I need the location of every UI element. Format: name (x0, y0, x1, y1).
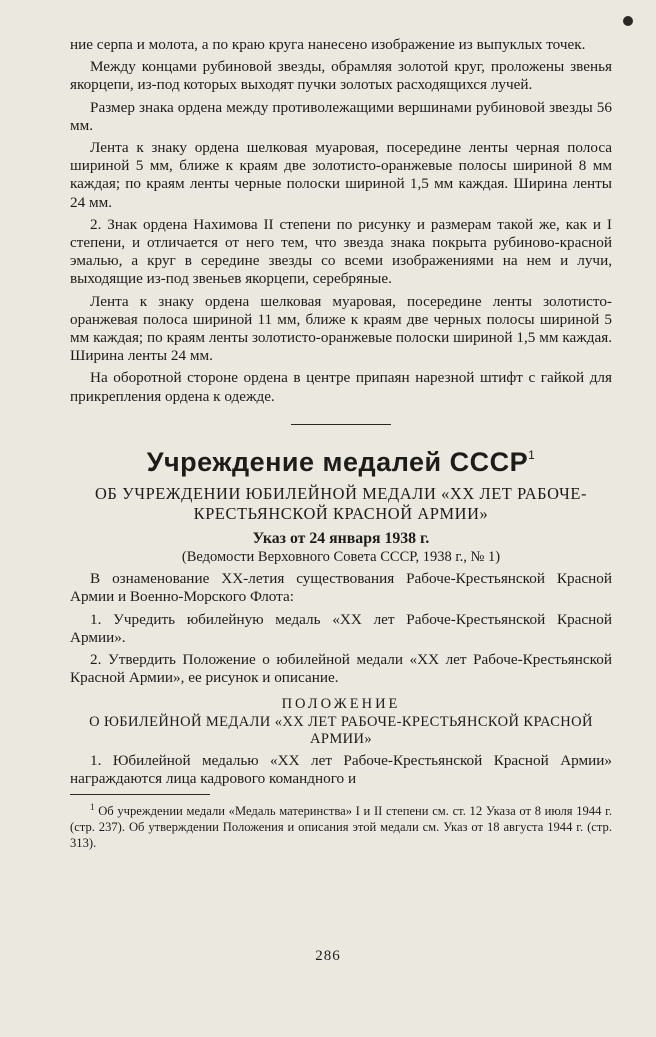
section-divider (291, 424, 391, 425)
footnote-mark: 1 (90, 802, 95, 813)
ink-dot-mark (623, 16, 633, 26)
footnote-text: Об учреждении медали «Медаль материнства» I и II степени см. ст. 12 Указа от 8 июля 1944 г. (стр. 237). Об утверждении Положения и описания этой медали см. Указ от 18 августа 1944 г. (стр. 313). (70, 804, 613, 851)
paragraph: Размер знака ордена между противолежащими вершинами рубиновой звезды 56 мм. (70, 98, 612, 134)
paragraph: 2. Утвердить Положение о юбилейной медали «XX лет Рабоче-Крестьянской Красной Армии», ее рисунок и описание. (70, 651, 612, 687)
decree-date: Указ от 24 января 1938 г. (252, 529, 430, 547)
paragraph: Лента к знаку ордена шелковая муаровая, посередине ленты черная полоса шириной 5 мм, ближе к краям две золотисто-оранжевые полосы шириной 8 мм каждая; по краям ленты черные полоски шириной 1,5 мм каждая. Ширина ленты 24 мм. (70, 139, 612, 211)
decree-title: ОБ УЧРЕЖДЕНИИ ЮБИЛЕЙНОЙ МЕДАЛИ «XX ЛЕТ РАБОЧЕ-КРЕСТЬЯНСКОЙ КРАСНОЙ АРМИИ» (94, 483, 588, 523)
page-number: 286 (315, 948, 341, 964)
paragraph: Лента к знаку ордена шелковая муаровая, посередине ленты золотисто-оранжевая полоса шириной 11 мм, ближе к краям две черных полосы шириной 5 мм каждая; по краям ленты золотисто-оранжевые полоски шириной 1,5 мм каждая. Ширина ленты 24 мм. (70, 292, 612, 365)
regulation-title: ПОЛОЖЕНИЕ (281, 696, 401, 713)
paragraph: Между концами рубиновой звезды, обрамляя золотой круг, проложены звенья якорцепи, из-под которых выходят пучки золотых расходящихся лучей. (70, 58, 612, 94)
footnote (70, 799, 612, 851)
paragraph: В ознаменование XX-летия существования Рабоче-Крестьянской Красной Армии и Военно-Морского Флота: (70, 570, 612, 606)
footnote-reference: 1 (528, 447, 536, 462)
regulation-subtitle: О ЮБИЛЕЙНОЙ МЕДАЛИ «XX ЛЕТ РАБОЧЕ-КРЕСТЬЯНСКОЙ КРАСНОЙ АРМИИ» (89, 713, 593, 747)
paragraph: 2. Знак ордена Нахимова II степени по рисунку и размерам такой же, как и I степени, и отличается от него тем, что звезда знака покрыта рубиново-красной эмалью, а круг в середине звезды со всеми изображениями на нем и лучи, выходящие из-под звеньев якорцепи, серебряные. (70, 215, 612, 288)
section-title-text: Учреждение медалей СССР (146, 446, 529, 477)
section-title (70, 439, 612, 478)
page-content (70, 36, 612, 851)
decree-source: (Ведомости Верховного Совета СССР, 1938 г., № 1) (181, 549, 501, 566)
footnote-rule (70, 794, 210, 795)
paragraph: На оборотной стороне ордена в центре припаян нарезной штифт с гайкой для прикрепления ордена к одежде. (70, 369, 612, 405)
paragraph: 1. Юбилейной медалью «XX лет Рабоче-Крестьянской Красной Армии» награждаются лица кадрового командного и (70, 751, 612, 787)
paragraph-continuation: ние серпа и молота, а по краю круга нанесено изображение из выпуклых точек. (70, 36, 586, 53)
paragraph: 1. Учредить юбилейную медаль «XX лет Рабоче-Крестьянской Красной Армии». (70, 610, 612, 646)
